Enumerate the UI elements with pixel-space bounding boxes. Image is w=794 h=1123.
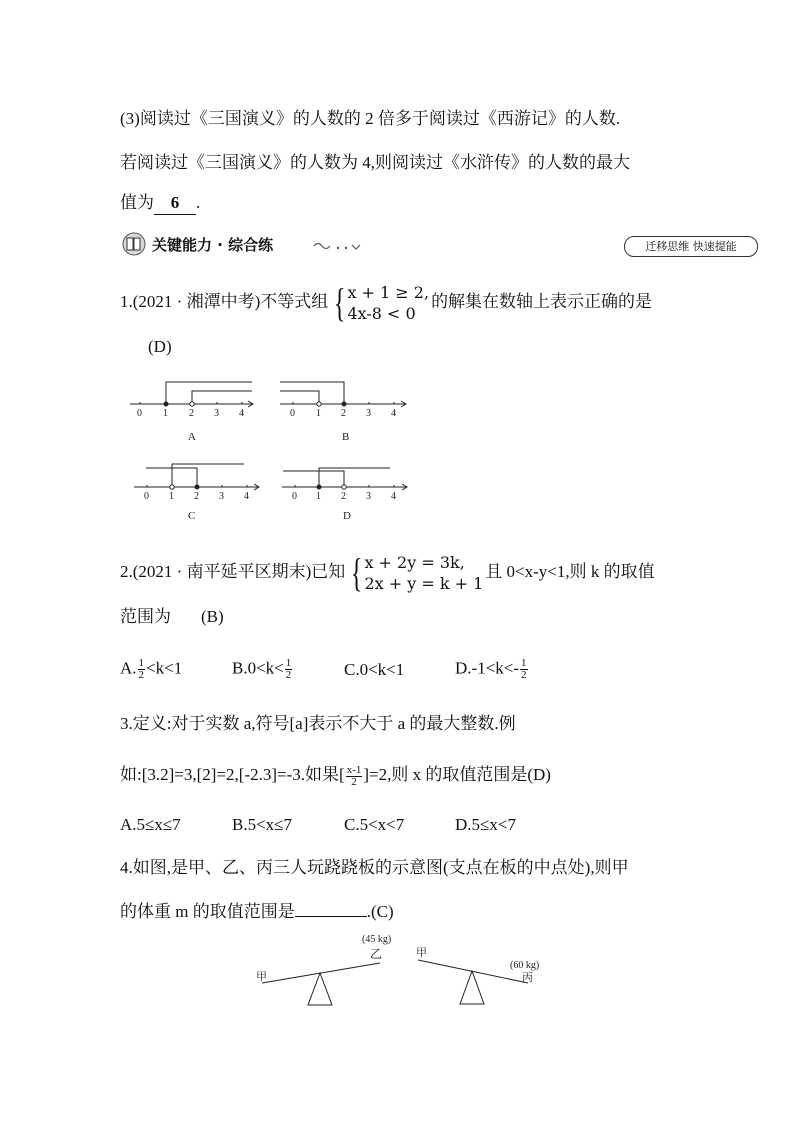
q2-answer: (B)	[201, 607, 224, 626]
a-tick-1: 1	[163, 408, 168, 419]
a-tick-3: 3	[214, 408, 219, 419]
q4-line2-prefix: 的体重 m 的取值范围是	[120, 902, 295, 921]
q3-prev-answer: 6	[154, 192, 196, 215]
a-tick-4: 4	[239, 408, 244, 419]
q3-option-c: C.5<x<7	[344, 815, 405, 834]
figure-c	[134, 464, 259, 490]
c-tick-4: 4	[244, 491, 249, 502]
figure-a	[130, 382, 253, 407]
right-person-bing: 丙	[522, 972, 533, 984]
q3-prev-line3-prefix: 值为	[120, 193, 154, 212]
seesaw-figure	[240, 925, 570, 1015]
figure-d-label: D	[343, 510, 351, 522]
q2-system: { x + 2y = 3k, 2x + y = k + 1	[351, 550, 484, 595]
c-tick-3: 3	[219, 491, 224, 502]
q1-sys-row1: x + 1 ≥ 2,	[347, 283, 430, 302]
q3-prev-line2: 若阅读过《三国演义》的人数为 4,则阅读过《水浒传》的人数的最大	[120, 153, 630, 172]
c-tick-1: 1	[169, 491, 174, 502]
seesaw-right-fulcrum	[460, 971, 484, 1004]
q3-prev-line3-suffix: .	[196, 193, 201, 212]
q1-suffix: 的解集在数轴上表示正确的是	[431, 291, 653, 311]
q1-sys-row2: 4x-8 < 0	[347, 304, 416, 323]
q2-sys-row2: 2x + y = k + 1	[364, 574, 484, 593]
q4-blank	[295, 900, 367, 917]
q2-suffix: 且 0<x-y<1,则 k 的取值	[485, 561, 655, 581]
q3-prev-line1: (3)阅读过《三国演义》的人数的 2 倍多于阅读过《西游记》的人数.	[120, 109, 621, 128]
q2-option-a: A. $\frac{1}{2}$ <k<1	[120, 657, 183, 681]
d-tick-3: 3	[366, 491, 371, 502]
q2-sys-row1: x + 2y = 3k,	[364, 553, 465, 572]
c-tick-0: 0	[144, 491, 149, 502]
q3-line1: 3.定义:对于实数 a,符号[a]表示不大于 a 的最大整数.例	[120, 714, 516, 733]
seesaw-left-fulcrum	[308, 973, 332, 1005]
c-tick-2: 2	[194, 491, 199, 502]
q4-line2-suffix: .(C)	[366, 902, 394, 921]
q2-option-c: C.0<k<1	[344, 660, 405, 679]
d-tick-4: 4	[391, 491, 396, 502]
a-tick-2: 2	[189, 408, 194, 419]
b-tick-0: 0	[290, 408, 295, 419]
left-person-jia: 甲	[256, 971, 267, 983]
q1-answer: (D)	[148, 337, 172, 356]
q3-option-a: A.5≤x≤7	[120, 815, 181, 834]
q2-line2-text: 范围为	[120, 607, 171, 626]
figure-b-label: B	[342, 431, 350, 443]
q4-line2	[120, 900, 394, 923]
book-icon	[120, 232, 148, 256]
q1-stem	[120, 282, 652, 324]
figure-a-label: A	[188, 431, 196, 443]
q2-stem	[120, 552, 655, 594]
q3-option-b: B.5<x≤7	[232, 815, 293, 834]
q1-prefix: 1.(2021 · 湘潭中考)不等式组	[120, 291, 329, 311]
left-person-yi: 乙	[370, 947, 383, 961]
figure-b	[280, 382, 406, 407]
section-title: 关键能力 · 综合练	[152, 236, 274, 254]
d-tick-2: 2	[341, 491, 346, 502]
wave-decoration-icon	[312, 240, 362, 252]
q3-fraction: $\frac{x-1}{2}$	[346, 763, 362, 788]
q1-figures	[120, 372, 420, 532]
q4-line1: 4.如图,是甲、乙、丙三人玩跷跷板的示意图(支点在板的中点处),则甲	[120, 858, 629, 877]
q3-line2-suffix: ]=2,则 x 的取值范围是(D)	[363, 765, 551, 784]
left-person-yi-weight: (45 kg)	[362, 934, 392, 945]
q2-prefix: 2.(2021 · 南平延平区期末)已知	[120, 561, 346, 581]
q2-option-b: B.0<k< $\frac{1}{2}$	[232, 657, 292, 681]
d-tick-1: 1	[316, 491, 321, 502]
figure-c-label: C	[188, 510, 196, 522]
q3-option-d: D.5≤x<7	[455, 815, 516, 834]
b-tick-2: 2	[341, 408, 346, 419]
right-person-jia: 甲	[416, 947, 427, 959]
q2-option-d: D.-1<k<- $\frac{1}{2}$	[455, 657, 527, 681]
b-tick-3: 3	[366, 408, 371, 419]
q3-line2-prefix: 如:[3.2]=3,[2]=2,[-2.3]=-3.如果[	[120, 765, 345, 784]
q2-line2	[120, 606, 224, 628]
d-tick-0: 0	[292, 491, 297, 502]
figure-d	[282, 468, 407, 490]
a-tick-0: 0	[137, 408, 142, 419]
b-tick-1: 1	[316, 408, 321, 419]
q3-prev-line3	[120, 192, 200, 215]
q1-system: { x + 1 ≥ 2, 4x-8 < 0	[334, 280, 430, 325]
q3-line2	[120, 762, 551, 788]
section-tag: 迁移思维 快速提能	[624, 236, 758, 257]
b-tick-4: 4	[391, 408, 396, 419]
right-person-bing-weight: (60 kg)	[510, 960, 540, 971]
